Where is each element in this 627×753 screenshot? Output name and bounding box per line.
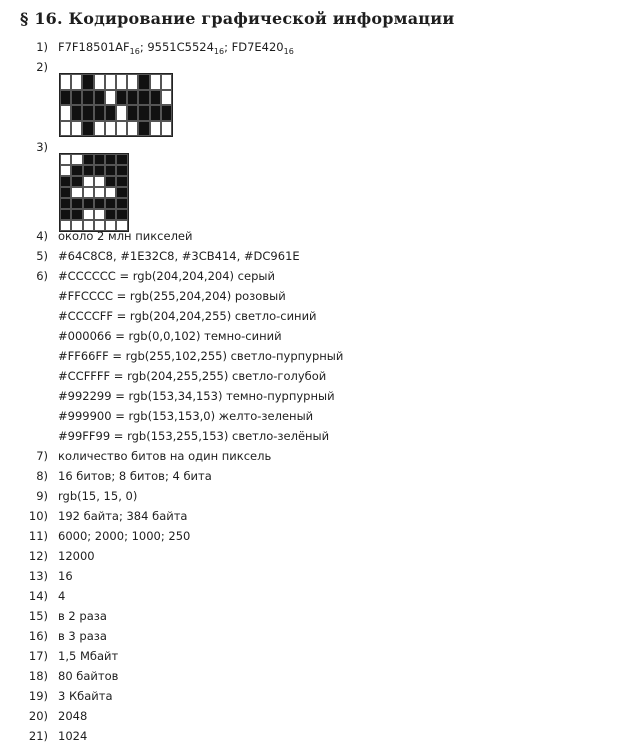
pixel-white (83, 187, 94, 198)
answer-text: 1024 (58, 729, 88, 743)
pixel-black (71, 209, 82, 220)
pixel-black (60, 209, 71, 220)
pixel-white (83, 209, 94, 220)
pixel-black (82, 90, 93, 106)
pixel-black (116, 198, 127, 209)
pixel-white (71, 187, 82, 198)
answer-number: 7) (36, 449, 48, 463)
pixel-white (127, 74, 138, 90)
section-title: § 16. Кодирование графической информации (20, 9, 455, 28)
pixel-black (116, 90, 127, 106)
pixel-white (116, 74, 127, 90)
pixel-black (150, 105, 161, 121)
pixel-black (138, 90, 149, 106)
answer-number: 6) (36, 269, 48, 283)
pixel-black (105, 209, 116, 220)
pixel-black (161, 105, 172, 121)
pixel-white (60, 220, 71, 231)
pixel-black (105, 165, 116, 176)
pixel-black (71, 90, 82, 106)
answer-text: #64C8C8, #1E32C8, #3CB414, #DC961E (58, 249, 300, 263)
pixel-black (71, 198, 82, 209)
answer-text: 2048 (58, 709, 88, 723)
answer-number: 14) (28, 589, 48, 603)
pixel-white (150, 74, 161, 90)
pixel-black (138, 121, 149, 137)
hex-number: ; 9551C5524 (139, 40, 214, 54)
answer-number: 20) (28, 709, 48, 723)
pixel-black (71, 105, 82, 121)
pixel-white (105, 187, 116, 198)
pixel-black (138, 105, 149, 121)
pixel-black (83, 154, 94, 165)
pixel-figure-3 (59, 153, 129, 232)
answer-number: 4) (36, 229, 48, 243)
answer-text: #992299 = rgb(153,34,153) темно-пурпурный (58, 389, 335, 403)
pixel-white (116, 121, 127, 137)
pixel-black (94, 105, 105, 121)
answer-text: #CCCCFF = rgb(204,204,255) светло-синий (58, 309, 317, 323)
hex-number: F7F18501AF (58, 40, 130, 54)
answer-number: 3) (36, 140, 48, 154)
answer-text: около 2 млн пикселей (58, 229, 193, 243)
pixel-black (94, 165, 105, 176)
pixel-black (83, 198, 94, 209)
answer-number: 13) (28, 569, 48, 583)
pixel-white (94, 220, 105, 231)
answer-number: 17) (28, 649, 48, 663)
pixel-white (94, 176, 105, 187)
pixel-black (127, 105, 138, 121)
answer-number: 12) (28, 549, 48, 563)
answer-number: 8) (36, 469, 48, 483)
pixel-black (105, 105, 116, 121)
pixel-black (105, 198, 116, 209)
answer-text: #999900 = rgb(153,153,0) желто-зеленый (58, 409, 314, 423)
pixel-white (71, 154, 82, 165)
answer-text: 1,5 Мбайт (58, 649, 119, 663)
answer-number: 16) (28, 629, 48, 643)
pixel-figure-2 (59, 73, 173, 137)
pixel-black (82, 105, 93, 121)
pixel-white (60, 105, 71, 121)
pixel-black (83, 165, 94, 176)
base-subscript: 16 (129, 47, 140, 56)
pixel-white (94, 187, 105, 198)
pixel-white (83, 176, 94, 187)
pixel-black (71, 165, 82, 176)
answer-text (58, 38, 294, 61)
pixel-black (116, 176, 127, 187)
answer-number: 9) (36, 489, 48, 503)
pixel-white (105, 220, 116, 231)
pixel-white (116, 105, 127, 121)
pixel-white (71, 74, 82, 90)
pixel-black (138, 74, 149, 90)
pixel-black (105, 176, 116, 187)
pixel-black (116, 154, 127, 165)
pixel-black (127, 90, 138, 106)
answer-number: 1) (36, 40, 48, 54)
answer-text: 6000; 2000; 1000; 250 (58, 529, 191, 543)
pixel-white (105, 90, 116, 106)
pixel-white (94, 121, 105, 137)
pixel-white (83, 220, 94, 231)
answer-text: #CCFFFF = rgb(204,255,255) светло-голубой (58, 369, 327, 383)
base-subscript: 16 (283, 47, 294, 56)
answer-text: количество битов на один пиксель (58, 449, 272, 463)
answer-number: 15) (28, 609, 48, 623)
answer-number: 18) (28, 669, 48, 683)
answer-number: 10) (28, 509, 48, 523)
answer-text: #CCCCCC = rgb(204,204,204) серый (58, 269, 275, 283)
answer-text: 4 (58, 589, 66, 603)
pixel-black (94, 198, 105, 209)
pixel-white (161, 90, 172, 106)
pixel-black (94, 154, 105, 165)
answer-number: 21) (28, 729, 48, 743)
answer-text: в 2 раза (58, 609, 107, 623)
pixel-white (116, 220, 127, 231)
pixel-white (105, 121, 116, 137)
hex-number: ; FD7E420 (224, 40, 284, 54)
answer-text: 192 байта; 384 байта (58, 509, 188, 523)
pixel-white (60, 74, 71, 90)
pixel-white (60, 121, 71, 137)
answer-text: 16 битов; 8 битов; 4 бита (58, 469, 212, 483)
pixel-black (60, 198, 71, 209)
pixel-white (161, 121, 172, 137)
base-subscript: 16 (213, 47, 225, 56)
answer-text: 3 Кбайта (58, 689, 113, 703)
pixel-white (94, 74, 105, 90)
answer-number: 2) (36, 60, 48, 74)
pixel-black (150, 90, 161, 106)
pixel-black (116, 187, 127, 198)
pixel-black (116, 209, 127, 220)
pixel-white (60, 154, 71, 165)
pixel-white (105, 74, 116, 90)
pixel-white (71, 121, 82, 137)
pixel-black (94, 90, 105, 106)
pixel-white (60, 165, 71, 176)
answer-text: #FFCCCC = rgb(255,204,204) розовый (58, 289, 286, 303)
answer-text: #99FF99 = rgb(153,255,153) светло-зелёный (58, 429, 330, 443)
answer-text: 12000 (58, 549, 95, 563)
pixel-black (116, 165, 127, 176)
pixel-black (60, 187, 71, 198)
pixel-black (82, 121, 93, 137)
answer-text: rgb(15, 15, 0) (58, 489, 138, 503)
pixel-black (60, 176, 71, 187)
pixel-black (60, 90, 71, 106)
answer-number: 5) (36, 249, 48, 263)
answer-text: 16 (58, 569, 73, 583)
pixel-white (71, 220, 82, 231)
answer-number: 11) (28, 529, 48, 543)
pixel-white (161, 74, 172, 90)
pixel-white (127, 121, 138, 137)
answer-text: #FF66FF = rgb(255,102,255) светло-пурпурный (58, 349, 344, 363)
pixel-white (150, 121, 161, 137)
pixel-black (71, 176, 82, 187)
answer-text: 80 байтов (58, 669, 119, 683)
pixel-black (82, 74, 93, 90)
pixel-white (94, 209, 105, 220)
pixel-black (105, 154, 116, 165)
answer-number: 19) (28, 689, 48, 703)
answer-text: в 3 раза (58, 629, 107, 643)
answer-text: #000066 = rgb(0,0,102) темно-синий (58, 329, 282, 343)
